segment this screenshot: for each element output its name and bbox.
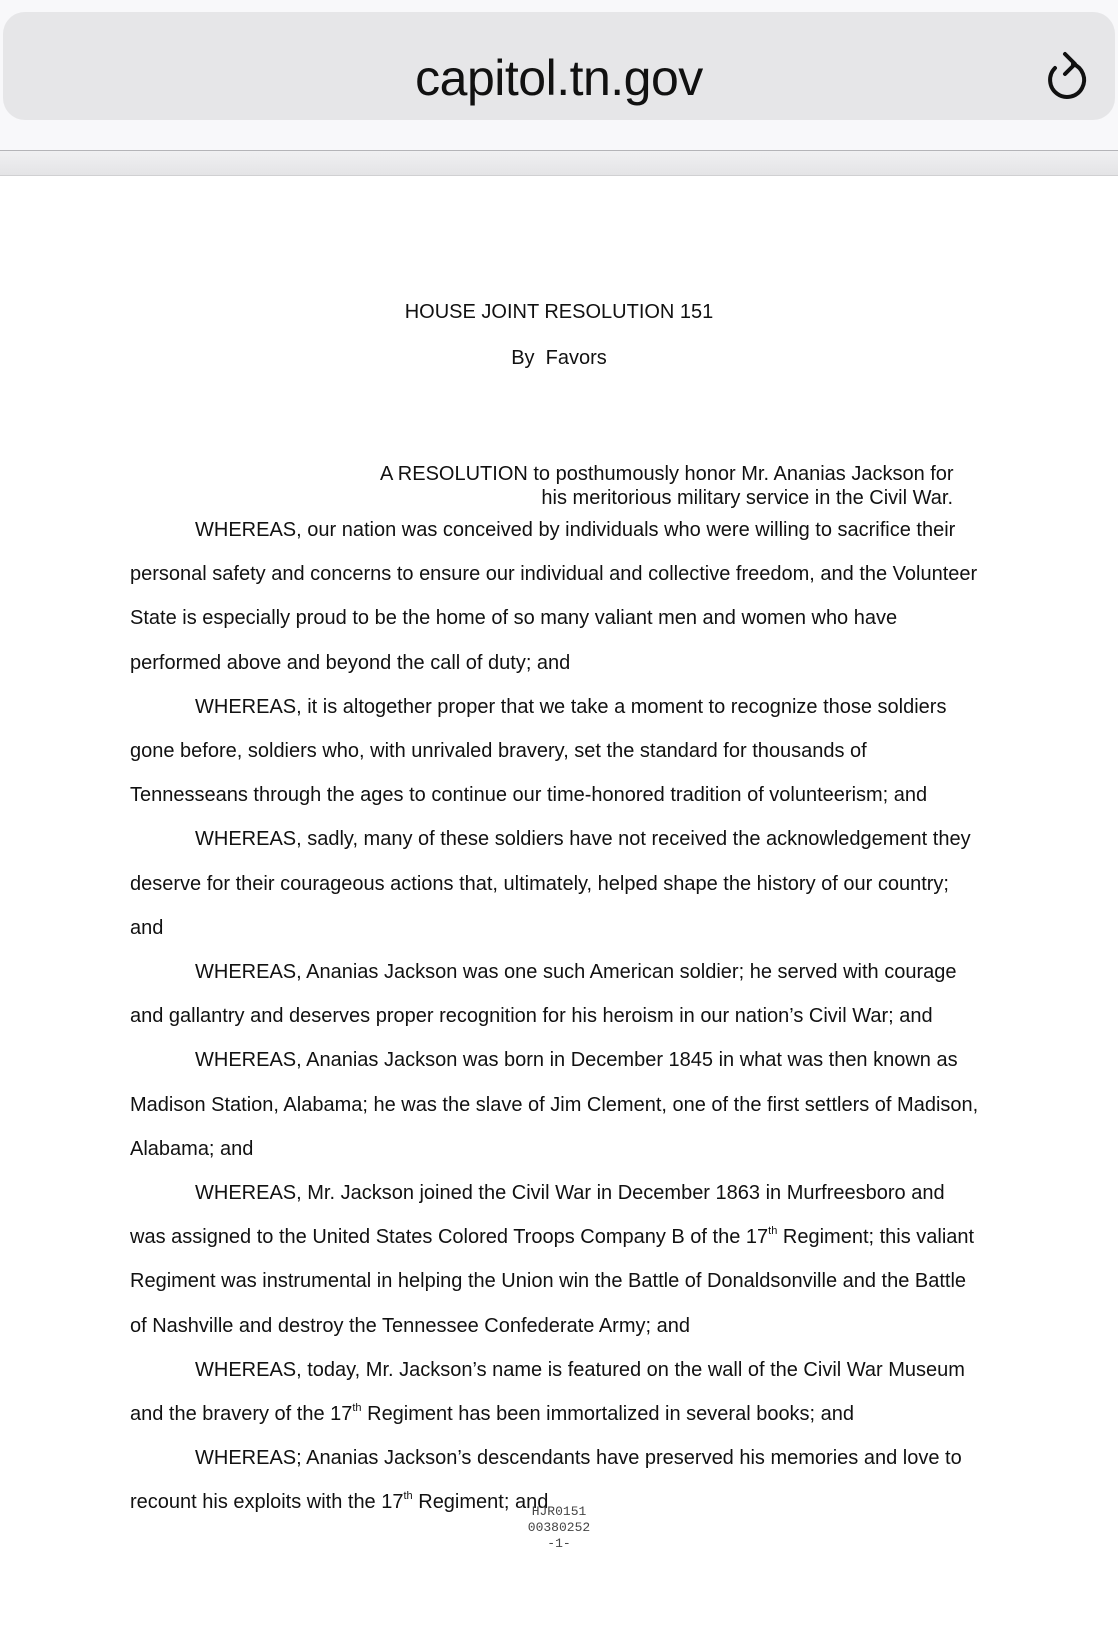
- ordinal-suffix: th: [403, 1490, 413, 1503]
- body-line: WHEREAS; Ananias Jackson’s descendants have preserved his memories and love to: [195, 1447, 962, 1470]
- url-text[interactable]: capitol.tn.gov: [415, 50, 703, 106]
- line-text: recount his exploits with the 17: [130, 1491, 404, 1514]
- body-line: State is especially proud to be the home of so many valiant men and women who have: [130, 607, 898, 630]
- browser-chrome: [0, 0, 1118, 150]
- resolution-title: HOUSE JOINT RESOLUTION 151: [404, 301, 714, 323]
- body-line: WHEREAS, today, Mr. Jackson’s name is featured on the wall of the Civil War Museum: [195, 1358, 965, 1381]
- sponsor-line: By Favors: [511, 347, 607, 369]
- body-line: performed above and beyond the call of duty; and: [130, 651, 571, 674]
- caption-line-2: his meritorious military service in the Civil War.: [541, 487, 953, 509]
- page-footer: [0, 1504, 1118, 1552]
- document-number: 00380252: [527, 1520, 591, 1535]
- address-bar[interactable]: [3, 12, 1115, 120]
- body-line: [130, 1392, 992, 1436]
- body-line: Madison Station, Alabama; he was the slave of Jim Clement, one of the first settlers of Madison,: [130, 1093, 979, 1116]
- body-line: personal safety and concerns to ensure our individual and collective freedom, and the Volunteer: [130, 563, 978, 586]
- body-line: [130, 1215, 992, 1259]
- body-line: of Nashville and destroy the Tennessee Confederate Army; and: [130, 1314, 690, 1337]
- bill-code: HJR0151: [531, 1504, 587, 1519]
- page-number: -1-: [547, 1536, 571, 1551]
- body-line: WHEREAS, Ananias Jackson was one such American soldier; he served with courage: [195, 961, 957, 984]
- body-line: and gallantry and deserves proper recognition for his heroism in our nation’s Civil War; and: [130, 1005, 933, 1028]
- ordinal-suffix: th: [352, 1402, 362, 1415]
- body-line: deserve for their courageous actions that, ultimately, helped shape the history of our country;: [130, 872, 949, 895]
- line-text: Regiment has been immortalized in several books; and: [361, 1403, 855, 1426]
- body-line: Alabama; and: [130, 1137, 254, 1160]
- body-line: WHEREAS, it is altogether proper that we take a moment to recognize those soldiers: [195, 695, 947, 718]
- body-line: WHEREAS, our nation was conceived by individuals who were willing to sacrifice their: [195, 519, 956, 541]
- body-line: and: [130, 916, 164, 939]
- body-line: Regiment was instrumental in helping the Union win the Battle of Donaldsonville and the Battle: [130, 1270, 967, 1293]
- caption-line-1: A RESOLUTION to posthumously honor Mr. Ananias Jackson for: [380, 463, 954, 485]
- body-line: WHEREAS, Mr. Jackson joined the Civil War in December 1863 in Murfreesboro and: [195, 1182, 945, 1205]
- line-text: and the bravery of the 17: [130, 1403, 353, 1426]
- resolution-caption: [380, 462, 978, 510]
- line-text: Regiment; this valiant: [777, 1226, 975, 1249]
- body-line: Tennesseans through the ages to continue our time-honored tradition of volunteerism; and: [130, 784, 928, 807]
- resolution-body: [130, 508, 992, 1525]
- toolbar-shadow: [0, 151, 1118, 176]
- body-line: gone before, soldiers who, with unrivaled bravery, set the standard for thousands of: [130, 740, 867, 763]
- reload-icon[interactable]: [1043, 48, 1093, 104]
- body-line: WHEREAS, sadly, many of these soldiers have not received the acknowledgement they: [195, 828, 971, 851]
- line-text: was assigned to the United States Colored Troops Company B of the 17: [130, 1226, 769, 1249]
- line-text: Regiment; and: [412, 1491, 549, 1514]
- body-line: WHEREAS, Ananias Jackson was born in December 1845 in what was then known as: [195, 1049, 958, 1072]
- ordinal-suffix: th: [768, 1225, 778, 1238]
